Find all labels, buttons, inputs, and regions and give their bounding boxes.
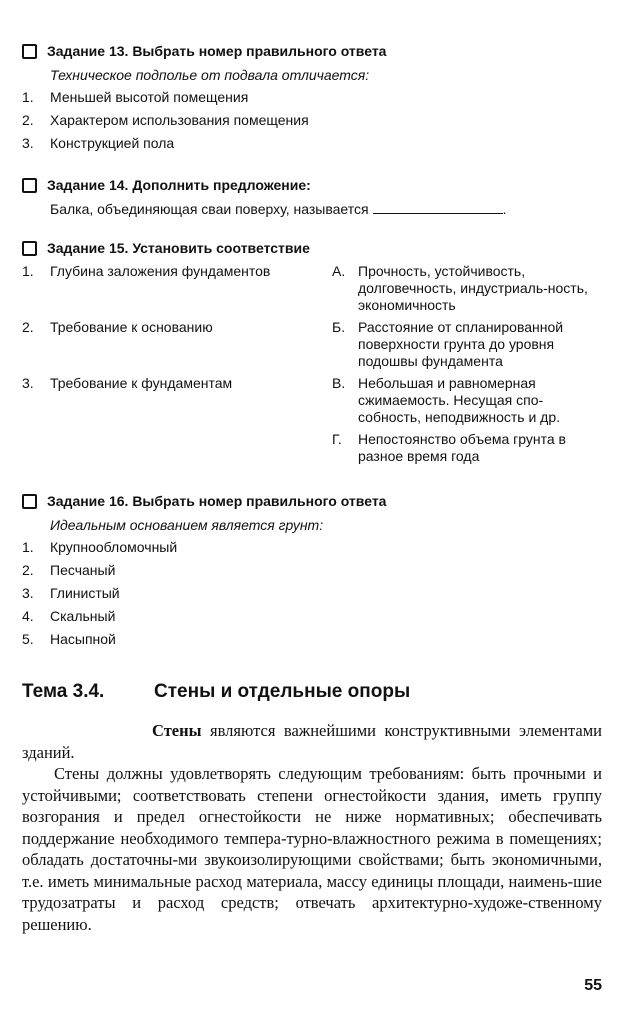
page-number: 55: [584, 977, 602, 994]
left-number: 1.: [22, 263, 34, 279]
option-text: Песчаный: [50, 562, 116, 578]
task-14-sentence: [50, 200, 608, 218]
task-15-title: Задание 15. Установить соответствие: [47, 240, 310, 256]
task-13-title: Задание 13. Выбрать номер правильного ответа: [47, 43, 387, 59]
right-text: Расстояние от спланированной поверхности грунта до уровня подошвы фундамента: [358, 319, 564, 369]
option-number: 1.: [22, 539, 34, 555]
option-text: Конструкцией пола: [50, 135, 175, 151]
option-text: Насыпной: [50, 631, 116, 647]
matching-row: [22, 375, 608, 426]
option-number: 2.: [22, 562, 34, 578]
list-item: [22, 109, 608, 132]
option-text: Характером использования помещения: [50, 112, 309, 128]
topic-number: Тема 3.4.: [22, 681, 105, 702]
option-number: 4.: [22, 608, 34, 624]
option-number: 3.: [22, 135, 34, 151]
right-letter: Б.: [332, 319, 346, 335]
checkbox-icon: [22, 494, 37, 509]
sentence-end: .: [502, 201, 507, 217]
checkbox-icon: [22, 241, 37, 256]
checkbox-icon: [22, 178, 37, 193]
matching-row: [22, 263, 608, 314]
matching-row: [22, 319, 608, 370]
list-item: [22, 132, 608, 155]
left-number: 2.: [22, 319, 34, 335]
sentence-text: Балка, объединяющая сваи поверху, называется: [50, 201, 369, 217]
task-13-header: [22, 42, 608, 60]
matching-row: [22, 431, 608, 465]
left-text: Глубина заложения фундаментов: [50, 263, 271, 279]
task-16-title: Задание 16. Выбрать номер правильного ответа: [47, 493, 387, 509]
option-text: Глинистый: [50, 585, 120, 601]
option-number: 3.: [22, 585, 34, 601]
option-text: Меньшей высотой помещения: [50, 89, 249, 105]
paragraph-1-text: являются важнейшими конструктивными элементами зданий.: [22, 721, 602, 762]
option-text: Крупнообломочный: [50, 539, 178, 555]
task-16: [22, 492, 608, 651]
task-14-header: [22, 176, 608, 194]
option-number: 1.: [22, 89, 34, 105]
task-14-title: Задание 14. Дополнить предложение:: [47, 177, 311, 193]
left-text: Требование к фундаментам: [50, 375, 233, 391]
left-number: [22, 431, 50, 465]
right-text: Непостоянство объема грунта в разное время года: [358, 431, 566, 464]
matching-table: [22, 263, 608, 465]
topic-title: Стены и отдельные опоры: [154, 681, 411, 702]
task-15: [22, 239, 608, 470]
list-item: [22, 628, 608, 651]
task-16-options: [22, 536, 608, 651]
task-16-header: [22, 492, 608, 510]
list-item: [22, 582, 608, 605]
right-text: Небольшая и равномерная сжимаемость. Несущая спо-собность, неподвижность и др.: [358, 375, 561, 425]
option-number: 5.: [22, 631, 34, 647]
answer-blank: [373, 201, 503, 214]
checkbox-icon: [22, 44, 37, 59]
paragraph-2: Стены должны удовлетворять следующим требованиям: быть прочными и устойчивыми; соответствовать степени огнестойкости здания, иметь группу возгорания и предел огнестойкости не ниже нормативных; обеспечивать поддержание необходимого темпера-турно-влажностного режима в помещениях; обладать достаточны-ми звукоизолирующими свойствами; быть экономичными, т.е. иметь минимальные расход материала, массу единицы площади, наимень-шие трудозатраты и расход средств; отвечать архитектурно-художе-ственному решению.: [22, 764, 602, 934]
task-13-prompt: Техническое подполье от подвала отличается:: [50, 67, 370, 83]
topic-heading: [22, 680, 410, 704]
right-letter: В.: [332, 375, 346, 391]
task-13: [22, 42, 608, 155]
list-item: [22, 86, 608, 109]
list-item: [22, 605, 608, 628]
list-item: [22, 559, 608, 582]
body-text: [22, 720, 602, 935]
right-letter: Г.: [332, 431, 342, 447]
left-text: Требование к основанию: [50, 319, 213, 335]
task-13-options: [22, 86, 608, 155]
option-text: Скальный: [50, 608, 116, 624]
task-16-prompt: Идеальным основанием является грунт:: [50, 517, 324, 533]
right-letter: А.: [332, 263, 346, 279]
list-item: [22, 536, 608, 559]
left-number: 3.: [22, 375, 34, 391]
option-number: 2.: [22, 112, 34, 128]
term-walls: Стены: [152, 721, 202, 740]
task-15-header: [22, 239, 608, 257]
paragraph-1: [22, 720, 602, 763]
task-14: [22, 176, 608, 218]
right-text: Прочность, устойчивость, долговечность, индустриаль-ность, экономичность: [358, 263, 588, 313]
